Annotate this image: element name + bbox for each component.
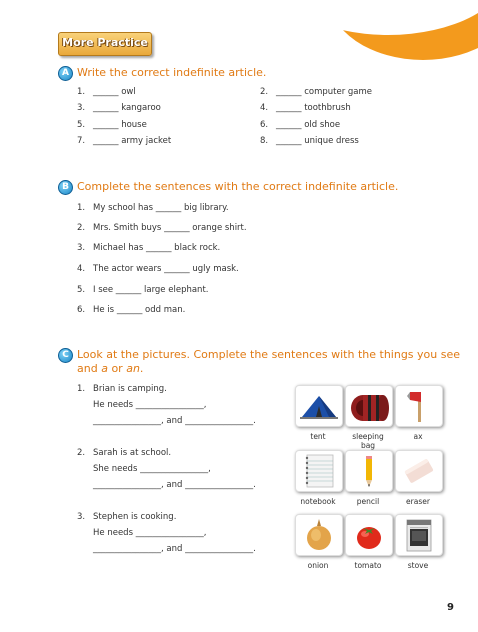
- c-item-2-line2[interactable]: She needs ________________,: [93, 464, 211, 474]
- c-item-3-line3[interactable]: ________________, and ________________.: [93, 544, 256, 554]
- title-an: an: [126, 362, 140, 375]
- a-item-1-text[interactable]: ______ owl: [93, 87, 136, 97]
- caption-stove: stove: [407, 561, 429, 570]
- ax-picture: [395, 385, 443, 427]
- b-item-4-num: 4.: [77, 264, 86, 274]
- a-item-6-num: 6.: [260, 120, 269, 130]
- c-item-1-line1: Brian is camping.: [93, 384, 167, 394]
- b-item-6-num: 6.: [77, 305, 86, 315]
- a-item-2-text[interactable]: ______ computer game: [276, 87, 373, 97]
- caption-eraser: eraser: [406, 497, 430, 506]
- caption-tent: tent: [310, 432, 326, 441]
- section-c-title-line1: Look at the pictures. Complete the sentences with the things you see: [77, 348, 461, 361]
- eraser-picture: [395, 450, 443, 492]
- b-item-6-text[interactable]: He is ______ odd man.: [93, 305, 186, 315]
- section-a-title: Write the correct indefinite article.: [77, 66, 267, 79]
- b-item-5-num: 5.: [77, 285, 86, 295]
- tent-picture: [295, 385, 343, 427]
- section-a-icon: A: [58, 66, 73, 81]
- a-item-3-num: 3.: [77, 103, 86, 113]
- caption-tomato: tomato: [354, 561, 382, 570]
- a-item-7-num: 7.: [77, 136, 86, 146]
- a-item-1-num: 1.: [77, 87, 86, 97]
- b-item-2-text[interactable]: Mrs. Smith buys ______ orange shirt.: [93, 223, 247, 233]
- c-item-2-num: 2.: [77, 448, 86, 458]
- c-item-1-line2[interactable]: He needs ________________,: [93, 400, 207, 410]
- c-item-3-num: 3.: [77, 512, 86, 522]
- section-b-title: Complete the sentences with the correct indefinite article.: [77, 180, 399, 193]
- caption-ax: ax: [413, 432, 423, 441]
- b-item-3-text[interactable]: Michael has ______ black rock.: [93, 243, 221, 253]
- c-item-3-line2[interactable]: He needs ________________,: [93, 528, 207, 538]
- stove-picture: [395, 514, 443, 556]
- page-number: 9: [447, 602, 454, 613]
- pencil-picture: [345, 450, 393, 492]
- a-item-4-text[interactable]: ______ toothbrush: [276, 103, 351, 113]
- sleeping-bag-picture: [345, 385, 393, 427]
- a-item-5-num: 5.: [77, 120, 86, 130]
- a-item-6-text[interactable]: ______ old shoe: [276, 120, 341, 130]
- more-practice-badge: [58, 32, 152, 56]
- b-item-3-num: 3.: [77, 243, 86, 253]
- b-item-4-text[interactable]: The actor wears ______ ugly mask.: [93, 264, 239, 274]
- a-item-8-num: 8.: [260, 136, 269, 146]
- section-c-title-line2: and a or an.: [77, 362, 144, 375]
- b-item-1-text[interactable]: My school has ______ big library.: [93, 203, 229, 213]
- badge-label: More Practice: [62, 36, 148, 49]
- b-item-5-text[interactable]: I see ______ large elephant.: [93, 285, 209, 295]
- c-item-2-line3[interactable]: ________________, and ________________.: [93, 480, 256, 490]
- a-item-2-num: 2.: [260, 87, 269, 97]
- caption-onion: onion: [307, 561, 329, 570]
- section-b-icon: B: [58, 180, 73, 195]
- tomato-picture: [345, 514, 393, 556]
- caption-sleeping-bag: sleeping bag: [352, 432, 384, 450]
- c-item-2-line1: Sarah is at school.: [93, 448, 172, 458]
- a-item-4-num: 4.: [260, 103, 269, 113]
- a-item-7-text[interactable]: ______ army jacket: [93, 136, 172, 146]
- c-item-1-line3[interactable]: ________________, and ________________.: [93, 416, 256, 426]
- onion-picture: [295, 514, 343, 556]
- caption-notebook: notebook: [300, 497, 336, 506]
- a-item-8-text[interactable]: ______ unique dress: [276, 136, 359, 146]
- b-item-1-num: 1.: [77, 203, 86, 213]
- title-a: a: [101, 362, 108, 375]
- notebook-picture: [295, 450, 343, 492]
- b-item-2-num: 2.: [77, 223, 86, 233]
- a-item-3-text[interactable]: ______ kangaroo: [93, 103, 161, 113]
- c-item-1-num: 1.: [77, 384, 86, 394]
- caption-pencil: pencil: [356, 497, 380, 506]
- section-c-icon: C: [58, 348, 73, 363]
- a-item-5-text[interactable]: ______ house: [93, 120, 147, 130]
- c-item-3-line1: Stephen is cooking.: [93, 512, 177, 522]
